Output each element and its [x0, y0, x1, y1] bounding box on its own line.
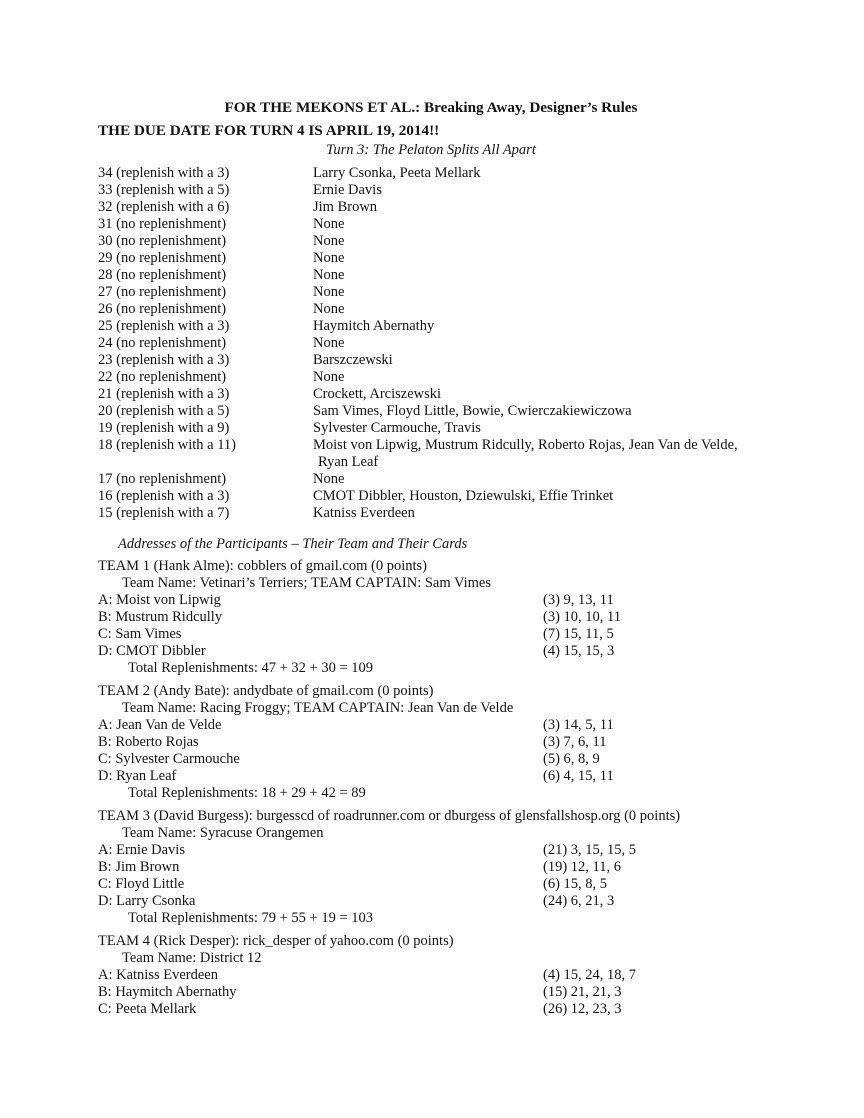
turn-riders: Katniss Everdeen	[313, 505, 415, 521]
turn-row	[98, 199, 764, 216]
turn-riders: None	[313, 335, 345, 351]
team-total-line: Total Replenishments: 47 + 32 + 30 = 109	[128, 660, 374, 676]
turn-riders: Sylvester Carmouche, Travis	[313, 420, 481, 436]
turn-position: 34 (replenish with a 3)	[98, 165, 230, 181]
rider-row	[98, 1001, 764, 1018]
turn-position: 22 (no replenishment)	[98, 369, 227, 385]
turn-riders: None	[313, 216, 345, 232]
rider-cards: (15) 21, 21, 3	[543, 984, 622, 1000]
team-name-line: Team Name: Racing Froggy; TEAM CAPTAIN: Jean Van de Velde	[122, 700, 514, 716]
addresses-heading: Addresses of the Participants – Their Team and Their Cards	[118, 536, 468, 552]
turn-riders: Sam Vimes, Floyd Little, Bowie, Cwierczakiewiczowa	[313, 403, 632, 419]
turn-row	[98, 505, 764, 522]
rider-cards: (6) 4, 15, 11	[543, 768, 614, 784]
rider-name: C: Sam Vimes	[98, 626, 182, 642]
team-total-line: Total Replenishments: 79 + 55 + 19 = 103	[128, 910, 374, 926]
team-section-3	[98, 808, 764, 927]
rider-cards: (24) 6, 21, 3	[543, 893, 615, 909]
rider-cards: (26) 12, 23, 3	[543, 1001, 622, 1017]
rider-cards: (19) 12, 11, 6	[543, 859, 621, 875]
turn-subtitle: Turn 3: The Pelaton Splits All Apart	[326, 142, 536, 158]
turn-row	[98, 335, 764, 352]
turn-riders: Haymitch Abernathy	[313, 318, 435, 334]
turn-position: 27 (no replenishment)	[98, 284, 227, 300]
rider-row	[98, 626, 764, 643]
turn-position: 16 (replenish with a 3)	[98, 488, 230, 504]
rider-cards: (7) 15, 11, 5	[543, 626, 614, 642]
turn-row	[98, 386, 764, 403]
rider-row	[98, 717, 764, 734]
rider-name: B: Roberto Rojas	[98, 734, 199, 750]
turn-position: 26 (no replenishment)	[98, 301, 227, 317]
rider-name: D: Larry Csonka	[98, 893, 196, 909]
rider-row	[98, 751, 764, 768]
team-header: TEAM 2 (Andy Bate): andydbate of gmail.com (0 points)	[98, 683, 434, 699]
turn-row	[98, 267, 764, 284]
turn-row	[98, 352, 764, 369]
turn-riders: Ernie Davis	[313, 182, 382, 198]
turn-riders: None	[313, 284, 345, 300]
rider-row	[98, 734, 764, 751]
turn-riders: Larry Csonka, Peeta Mellark	[313, 165, 481, 181]
turn-row	[98, 216, 764, 233]
turn-position: 33 (replenish with a 5)	[98, 182, 230, 198]
turn-position: 32 (replenish with a 6)	[98, 199, 230, 215]
turn-row	[98, 250, 764, 267]
turn-riders: None	[313, 267, 345, 283]
rider-cards: (5) 6, 8, 9	[543, 751, 600, 767]
rider-row	[98, 609, 764, 626]
turn-row	[98, 182, 764, 199]
turn-riders: Barszczewski	[313, 352, 393, 368]
due-date-line: THE DUE DATE FOR TURN 4 IS APRIL 19, 2014!!	[98, 122, 440, 139]
rider-row	[98, 876, 764, 893]
turn-riders: CMOT Dibbler, Houston, Dziewulski, Effie Trinket	[313, 488, 614, 504]
turn-position: 19 (replenish with a 9)	[98, 420, 230, 436]
rider-name: A: Ernie Davis	[98, 842, 185, 858]
turn-position: 21 (replenish with a 3)	[98, 386, 230, 402]
turn-row	[98, 165, 764, 182]
rider-cards: (6) 15, 8, 5	[543, 876, 608, 892]
team-header: TEAM 4 (Rick Desper): rick_desper of yahoo.com (0 points)	[98, 933, 454, 949]
turn-position: 31 (no replenishment)	[98, 216, 227, 232]
rider-row	[98, 842, 764, 859]
rider-row	[98, 859, 764, 876]
team-section-1	[98, 558, 764, 677]
team-name-line: Team Name: District 12	[122, 950, 262, 966]
turn-row	[98, 420, 764, 437]
rider-row	[98, 768, 764, 785]
team-section-4	[98, 933, 764, 1018]
turn-position: 20 (replenish with a 5)	[98, 403, 230, 419]
turn-row	[98, 318, 764, 335]
rider-cards: (3) 10, 10, 11	[543, 609, 621, 625]
team-total-line: Total Replenishments: 18 + 29 + 42 = 89	[128, 785, 366, 801]
turn-row	[98, 437, 764, 471]
rider-cards: (3) 9, 13, 11	[543, 592, 614, 608]
turn-position: 30 (no replenishment)	[98, 233, 227, 249]
rider-row	[98, 643, 764, 660]
rider-name: C: Floyd Little	[98, 876, 185, 892]
rider-name: D: CMOT Dibbler	[98, 643, 206, 659]
rider-cards: (21) 3, 15, 15, 5	[543, 842, 637, 858]
rider-name: A: Katniss Everdeen	[98, 967, 218, 983]
team-section-2	[98, 683, 764, 802]
rider-row	[98, 984, 764, 1001]
rider-row	[98, 893, 764, 910]
turn-riders: Jim Brown	[313, 199, 378, 215]
rider-name: C: Peeta Mellark	[98, 1001, 197, 1017]
rider-cards: (3) 7, 6, 11	[543, 734, 607, 750]
turn-position: 23 (replenish with a 3)	[98, 352, 230, 368]
rider-cards: (3) 14, 5, 11	[543, 717, 614, 733]
turn-row	[98, 284, 764, 301]
rider-name: C: Sylvester Carmouche	[98, 751, 240, 767]
turn-riders: None	[313, 250, 345, 266]
team-name-line: Team Name: Syracuse Orangemen	[122, 825, 324, 841]
turn-riders: None	[313, 301, 345, 317]
turn-position-list	[98, 165, 764, 522]
turn-position: 28 (no replenishment)	[98, 267, 227, 283]
turn-position: 17 (no replenishment)	[98, 471, 227, 487]
turn-row	[98, 471, 764, 488]
turn-row	[98, 301, 764, 318]
turn-riders: Crockett, Arciszewski	[313, 386, 442, 402]
rider-name: B: Haymitch Abernathy	[98, 984, 237, 1000]
turn-riders: None	[313, 233, 345, 249]
turn-riders: None	[313, 471, 345, 487]
rider-cards: (4) 15, 15, 3	[543, 643, 615, 659]
turn-row	[98, 403, 764, 420]
rider-name: A: Jean Van de Velde	[98, 717, 222, 733]
turn-row	[98, 369, 764, 386]
turn-row	[98, 233, 764, 250]
turn-riders: None	[313, 369, 345, 385]
rider-cards: (4) 15, 24, 18, 7	[543, 967, 637, 983]
turn-position: 18 (replenish with a 11)	[98, 437, 236, 453]
rider-name: A: Moist von Lipwig	[98, 592, 221, 608]
turn-position: 15 (replenish with a 7)	[98, 505, 230, 521]
rider-row	[98, 592, 764, 609]
rider-name: B: Jim Brown	[98, 859, 180, 875]
team-header: TEAM 3 (David Burgess): burgesscd of roadrunner.com or dburgess of glensfallshosp.org (0 points)	[98, 808, 681, 824]
turn-riders: Moist von Lipwig, Mustrum Ridcully, Roberto Rojas, Jean Van de Velde, Ryan Leaf	[313, 437, 738, 470]
rider-row	[98, 967, 764, 984]
rider-name: D: Ryan Leaf	[98, 768, 177, 784]
team-name-line: Team Name: Vetinari’s Terriers; TEAM CAPTAIN: Sam Vimes	[122, 575, 491, 591]
turn-row	[98, 488, 764, 505]
turn-position: 25 (replenish with a 3)	[98, 318, 230, 334]
turn-position: 29 (no replenishment)	[98, 250, 227, 266]
team-header: TEAM 1 (Hank Alme): cobblers of gmail.com (0 points)	[98, 558, 428, 574]
turn-position: 24 (no replenishment)	[98, 335, 227, 351]
rider-name: B: Mustrum Ridcully	[98, 609, 223, 625]
document-title: FOR THE MEKONS ET AL.: Breaking Away, Designer’s Rules	[224, 99, 638, 116]
